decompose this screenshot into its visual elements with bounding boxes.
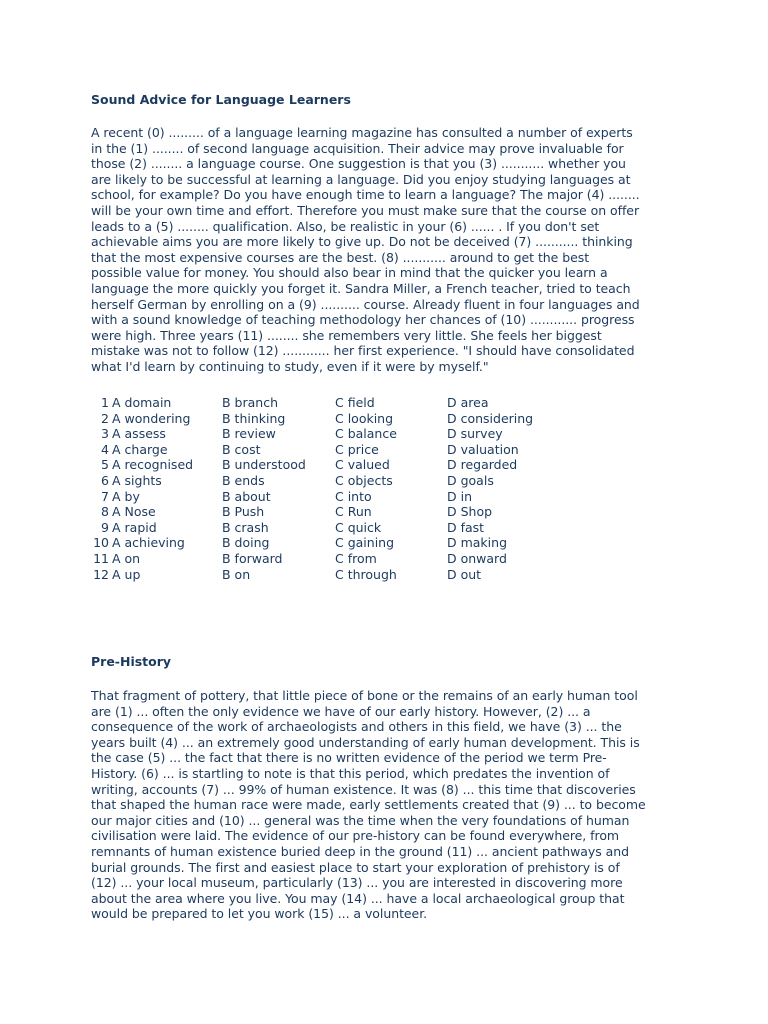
paragraph-line: our major cities and (10) ... general was the time when the very foundations of human <box>91 812 630 828</box>
paragraph-line: what I'd learn by continuing to study, even if it were by myself." <box>91 358 489 374</box>
section-paragraph-pre-history <box>91 688 691 922</box>
paragraph-line: possible value for money. You should also bear in mind that the quicker you learn a <box>91 265 608 281</box>
paragraph-line: will be your own time and effort. Therefore you must make sure that the course on offer <box>91 202 640 218</box>
paragraph-line: in the (1) ........ of second language acquisition. Their advice may prove invaluable for <box>91 140 624 156</box>
option-c: C valued <box>335 457 390 473</box>
option-number: 1 <box>101 395 109 410</box>
option-a: A on <box>112 550 141 566</box>
paragraph-line: A recent (0) ......... of a language learning magazine has consulted a number of experts <box>91 125 633 140</box>
paragraph-line: History. (6) ... is startling to note is that this period, which predates the invention of <box>91 765 610 781</box>
option-row <box>91 442 691 458</box>
option-a: A rapid <box>112 519 157 535</box>
option-c: C field <box>335 395 375 410</box>
option-row <box>91 426 691 442</box>
option-number: 10 <box>93 535 109 551</box>
option-c: C balance <box>335 426 397 442</box>
option-a: A assess <box>112 426 166 442</box>
paragraph-line: language the more quickly you forget it. Sandra Miller, a French teacher, tried to teach <box>91 280 631 296</box>
option-row <box>91 535 691 551</box>
option-row <box>91 504 691 520</box>
paragraph-line: herself German by enrolling on a (9) .......... course. Already fluent in four languages and <box>91 296 640 312</box>
option-d: D making <box>447 535 508 551</box>
option-c: C into <box>335 488 372 504</box>
option-number: 6 <box>101 472 109 488</box>
option-b: B about <box>222 488 271 504</box>
paragraph-line: with a sound knowledge of teaching methodology her chances of (10) ............ progress <box>91 312 635 328</box>
paragraph-line: that the most expensive courses are the best. (8) ........... around to get the best <box>91 249 590 265</box>
option-number: 7 <box>101 488 109 504</box>
option-row <box>91 411 691 427</box>
paragraph-line: burial grounds. The first and easiest place to start your exploration of prehistory is of <box>91 859 620 875</box>
paragraph-line: civilisation were laid. The evidence of our pre-history can be found everywhere, from <box>91 828 620 844</box>
option-row <box>91 489 691 505</box>
option-number: 11 <box>93 550 109 566</box>
paragraph-line: are likely to be successful at learning a language. Did you enjoy studying languages at <box>91 171 631 187</box>
paragraph-line: writing, accounts (7) ... 99% of human existence. It was (8) ... this time that discoveries <box>91 781 636 797</box>
option-d: D valuation <box>447 441 519 457</box>
option-d: D considering <box>447 410 534 426</box>
option-b: B understood <box>222 457 306 473</box>
option-a: A achieving <box>112 535 185 551</box>
option-b: B cost <box>222 441 261 457</box>
paragraph-line: about the area where you live. You may (14) ... have a local archaeological group that <box>91 890 625 906</box>
paragraph-line: those (2) ........ a language course. One suggestion is that you (3) ........... whether you <box>91 156 626 172</box>
paragraph-line: mistake was not to follow (12) ............ her first experience. "I should have consolidated <box>91 343 635 359</box>
paragraph-line: are (1) ... often the only evidence we have of our early history. However, (2) ... a <box>91 703 591 719</box>
option-c: C Run <box>335 504 372 520</box>
option-a: A domain <box>112 395 172 410</box>
option-c: C looking <box>335 410 394 426</box>
paragraph-line: were high. Three years (11) ........ she remembers very little. She feels her biggest <box>91 327 602 343</box>
option-row <box>91 457 691 473</box>
section-title-sound-advice: Sound Advice for Language Learners <box>91 92 351 107</box>
paragraph-line: achievable aims you are more likely to give up. Do not be deceived (7) ........... thinking <box>91 234 633 250</box>
paragraph-line: would be prepared to let you work (15) ... a volunteer. <box>91 906 428 922</box>
option-a: A charge <box>112 441 168 457</box>
option-b: B doing <box>222 535 270 551</box>
option-d: D goals <box>447 472 494 488</box>
option-d: D regarded <box>447 457 518 473</box>
paragraph-line: (12) ... your local museum, particularly (13) ... you are interested in discovering more <box>91 875 623 891</box>
paragraph-line: years built (4) ... an extremely good understanding of early human development. This is <box>91 734 640 750</box>
paragraph-line: consequence of the work of archaeologists and others in this field, we have (3) ... the <box>91 719 622 735</box>
option-c: C through <box>335 566 397 582</box>
option-b: B crash <box>222 519 269 535</box>
option-a: A wondering <box>112 410 191 426</box>
paragraph-line: leads to a (5) ........ qualification. Also, be realistic in your (6) ...... . If you don't set <box>91 218 600 234</box>
option-d: D Shop <box>447 504 493 520</box>
option-row <box>91 551 691 567</box>
option-c: C from <box>335 550 377 566</box>
option-c: C quick <box>335 519 382 535</box>
option-row <box>91 395 691 411</box>
option-d: D onward <box>447 550 507 566</box>
paragraph-line: that shaped the human race were made, early settlements created that (9) ... to become <box>91 797 646 813</box>
option-b: B forward <box>222 550 283 566</box>
option-row <box>91 520 691 536</box>
option-d: D survey <box>447 426 503 442</box>
option-b: B Push <box>222 504 265 520</box>
answer-options-list <box>91 395 691 582</box>
option-a: A up <box>112 566 141 582</box>
option-c: C gaining <box>335 535 395 551</box>
option-b: B ends <box>222 472 265 488</box>
option-b: B review <box>222 426 276 442</box>
option-b: B on <box>222 566 251 582</box>
option-row <box>91 567 691 583</box>
option-row <box>91 473 691 489</box>
option-number: 8 <box>101 504 109 520</box>
option-d: D fast <box>447 519 485 535</box>
option-d: D area <box>447 395 489 410</box>
option-a: A Nose <box>112 504 156 520</box>
option-d: D out <box>447 566 482 582</box>
option-c: C price <box>335 441 379 457</box>
option-b: B thinking <box>222 410 286 426</box>
option-number: 12 <box>93 566 109 582</box>
section-title-pre-history: Pre-History <box>91 654 172 669</box>
option-a: A sights <box>112 472 162 488</box>
paragraph-line: That fragment of pottery, that little piece of bone or the remains of an early human tool <box>91 688 638 703</box>
option-number: 2 <box>101 410 109 426</box>
paragraph-line: school, for example? Do you have enough time to learn a language? The major (4) ........ <box>91 187 640 203</box>
option-a: A recognised <box>112 457 194 473</box>
paragraph-line: the case (5) ... the fact that there is no written evidence of the period we term Pre- <box>91 750 607 766</box>
option-number: 5 <box>101 457 109 473</box>
option-a: A by <box>112 488 140 504</box>
paragraph-line: remnants of human existence buried deep in the ground (11) ... ancient pathways and <box>91 843 629 859</box>
option-c: C objects <box>335 472 393 488</box>
option-number: 3 <box>101 426 109 442</box>
option-number: 4 <box>101 441 109 457</box>
option-b: B branch <box>222 395 278 410</box>
option-number: 9 <box>101 519 109 535</box>
option-d: D in <box>447 488 472 504</box>
section-paragraph-sound-advice <box>91 125 691 375</box>
